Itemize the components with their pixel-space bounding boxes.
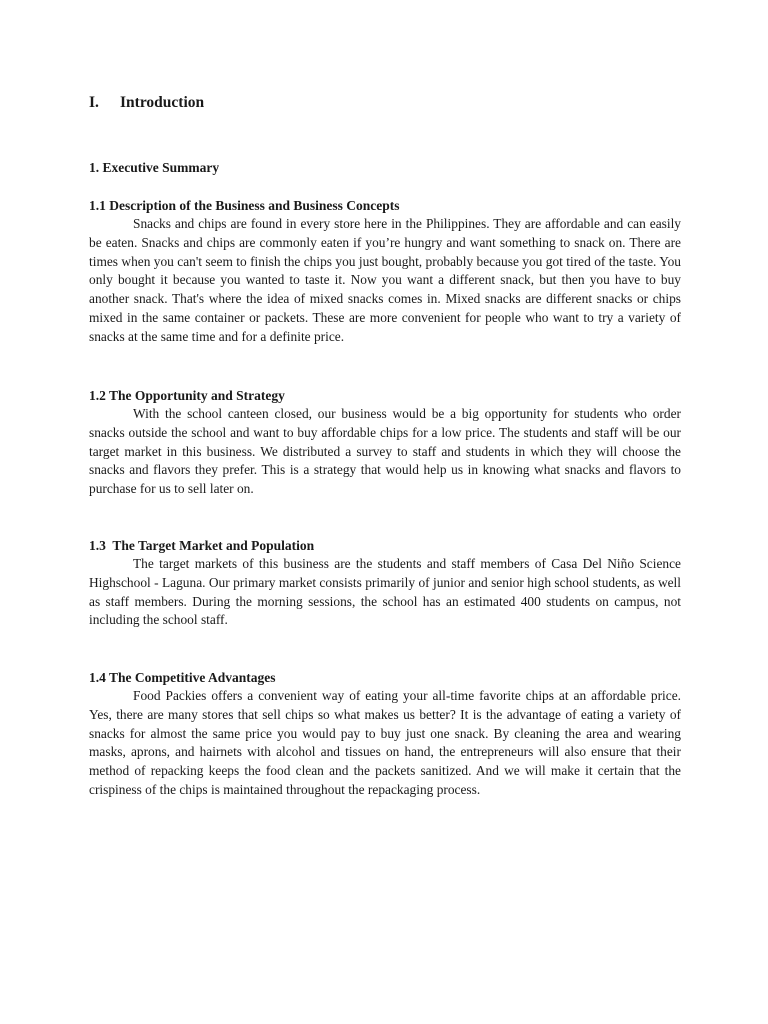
section-body: The target markets of this business are the students and staff members of Casa Del Niño Science Highschool - Laguna. Our primary market consists primarily of junior and senior high school students, as well as staff members. During the morning sessions, the school has an estimated 400 students on campus, not including the school staff. xyxy=(89,556,681,628)
section-body: With the school canteen closed, our business would be a big opportunity for students who order snacks outside the school and want to buy affordable chips for a low price. The students and staff will be our target market in this business. We distributed a survey to staff and students in which they will choose the snacks and flavors they prefer. This is a strategy that would help us in knowing what snacks and flavors to purchase for us to sell later on. xyxy=(89,406,681,497)
section-competitive-advantages xyxy=(89,668,681,800)
section-body: Food Packies offers a convenient way of eating your all-time favorite chips at an affordable price. Yes, there are many stores that sell chips so what makes us better? It is the advantage of eating a variety of snacks for almost the same price you would pay to buy just one snack. By cleaning the area and wearing masks, aprons, and hairnets with alcohol and tissues on hand, the entrepreneurs will also ensure that their method of repacking keeps the food clean and the packets sanitized. And we will make it certain that the crispiness of the chips is maintained throughout the repackaging process. xyxy=(89,688,681,797)
section-body: Snacks and chips are found in every store here in the Philippines. They are affordable and can easily be eaten. Snacks and chips are commonly eaten if you’re hungry and want something to snack on. There are times when you can't seem to finish the chips you just bought, probably because you got tired of the taste. You only bought it because you wanted to taste it. Now you want a different snack, but then you have to buy another snack. That's where the idea of mixed snacks comes in. Mixed snacks are different snacks or chips mixed in the same container or packets. These are more convenient for people who want to try a variety of snacks at the same time and for a definite price. xyxy=(89,216,681,344)
section-heading: 1.4 The Competitive Advantages xyxy=(89,670,276,685)
section-opportunity xyxy=(89,386,681,499)
section-target-market xyxy=(89,536,681,630)
section-description xyxy=(89,196,681,347)
section-heading: 1.3 The Target Market and Population xyxy=(89,538,315,553)
chapter-title: Introduction xyxy=(120,94,205,111)
chapter-number: I. xyxy=(89,94,99,111)
section-heading: 1.1 Description of the Business and Business Concepts xyxy=(89,198,400,213)
section-heading: 1.2 The Opportunity and Strategy xyxy=(89,388,285,403)
executive-summary-heading: 1. Executive Summary xyxy=(89,160,220,175)
chapter-heading xyxy=(89,92,204,114)
